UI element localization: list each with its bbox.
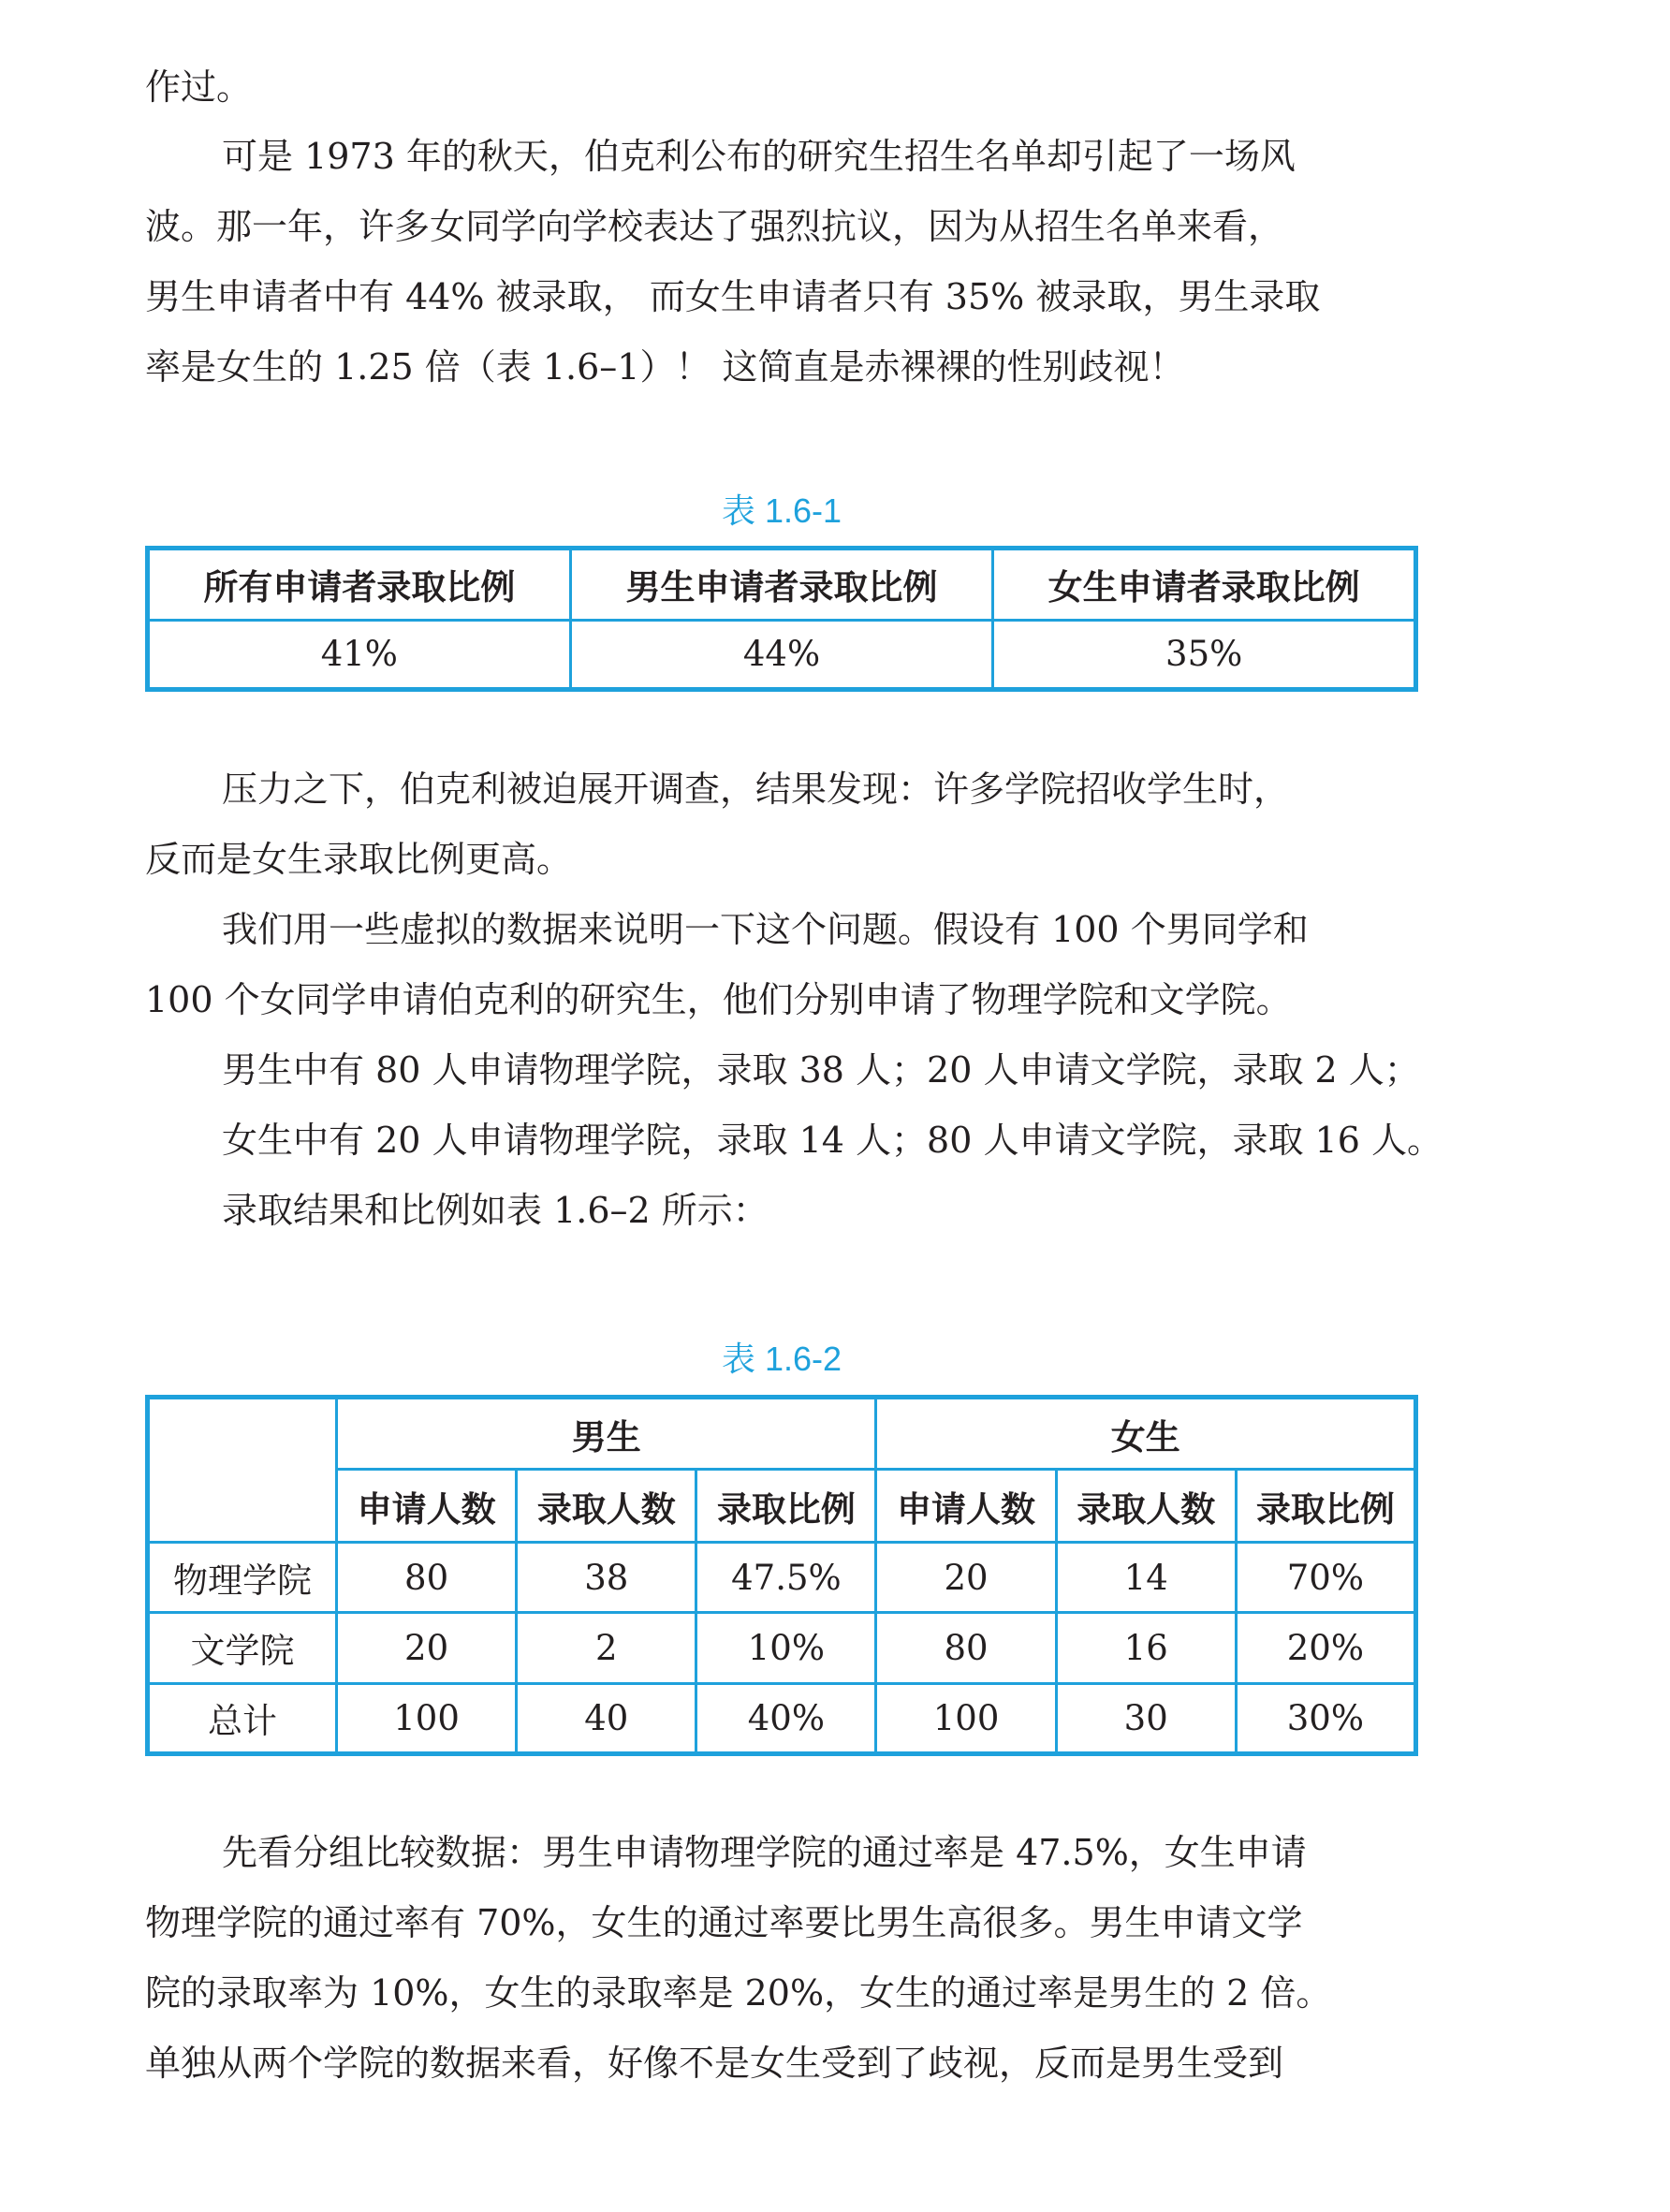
table-cell: 40% [696,1683,876,1753]
table-header-cell: 男生申请者录取比例 [570,549,993,621]
table-cell: 47.5% [696,1542,876,1612]
paragraph-6 [145,1106,1443,1176]
text-line: 先看分组比较数据：男生申请物理学院的通过率是 47.5%，女生申请 [222,1832,1307,1873]
table-cell: 10% [696,1613,876,1683]
table-cell: 20 [876,1542,1056,1612]
table-cell: 20 [337,1613,517,1683]
table-cell: 35% [993,620,1416,690]
paragraph-7 [145,1176,1418,1246]
table-cell: 41% [148,620,571,690]
table-group-header-row [148,1398,1416,1470]
table-header-cell: 女生申请者录取比例 [993,549,1416,621]
table-1 [145,546,1418,692]
table-group-header-female: 女生 [876,1398,1416,1470]
table-cell: 44% [570,620,993,690]
table-cell: 100 [337,1683,517,1753]
text-line: 女生中有 20 人申请物理学院，录取 14 人；80 人申请文学院，录取 16 人。 [222,1120,1443,1161]
table-header-cell: 所有申请者录取比例 [148,549,571,621]
text-line: 录取结果和比例如表 1.6–2 所示： [222,1190,769,1231]
table-sub-header-row [148,1470,1416,1542]
text-line: 单独从两个学院的数据来看，好像不是女生受到了歧视，反而是男生受到 [145,2043,1284,2084]
table-header-cell: 录取比例 [1236,1470,1415,1542]
text-line: 物理学院的通过率有 70%，女生的通过率要比男生高很多。男生申请文学 [145,1902,1303,1943]
table-row [148,1542,1416,1612]
table-row [148,1613,1416,1683]
table-cell: 30 [1056,1683,1236,1753]
row-label: 总计 [148,1683,337,1753]
paragraph-2 [145,122,1418,403]
paragraph-4 [145,895,1418,1035]
table-cell: 40 [517,1683,696,1753]
paragraph-1 [145,52,1418,123]
paragraph-8 [145,1818,1418,2099]
table-cell: 30% [1236,1683,1415,1753]
row-label: 文学院 [148,1613,337,1683]
table-header-cell: 录取比例 [696,1470,876,1542]
table-1-caption: 表 1.6-1 [721,491,842,530]
text-line: 男生中有 80 人申请物理学院，录取 38 人；20 人申请文学院，录取 2 人； [222,1049,1420,1091]
text-line: 作过。 [145,66,253,108]
table-row [148,620,1416,690]
text-line: 院的录取率为 10%，女生的录取率是 20%，女生的通过率是男生的 2 倍。 [145,1972,1332,2014]
table-cell: 70% [1236,1542,1415,1612]
text-line: 反而是女生录取比例更高。 [145,839,573,880]
text-line: 压力之下，伯克利被迫展开调查，结果发现：许多学院招收学生时， [222,769,1290,810]
table-cell: 16 [1056,1613,1236,1683]
table-header-cell: 申请人数 [876,1470,1056,1542]
text-line: 我们用一些虚拟的数据来说明一下这个问题。假设有 100 个男同学和 [222,909,1309,950]
table-header-cell: 申请人数 [337,1470,517,1542]
text-line: 波。那一年，许多女同学向学校表达了强烈抗议，因为从招生名单来看， [145,206,1284,247]
table-group-header-male: 男生 [337,1398,876,1470]
paragraph-3 [145,754,1418,895]
table-header-row [148,549,1416,621]
table-cell: 20% [1236,1613,1415,1683]
table-cell: 100 [876,1683,1056,1753]
table-header-cell: 录取人数 [517,1470,696,1542]
table-row [148,1683,1416,1753]
table-2 [145,1395,1418,1756]
table-cell: 14 [1056,1542,1236,1612]
table-header-cell: 录取人数 [1056,1470,1236,1542]
table-cell: 38 [517,1542,696,1612]
table-cell: 80 [876,1613,1056,1683]
text-line: 率是女生的 1.25 倍（表 1.6–1）！ 这简直是赤裸裸的性别歧视！ [145,346,1185,388]
paragraph-5 [145,1035,1418,1106]
table-cell: 2 [517,1613,696,1683]
table-2-caption: 表 1.6-2 [721,1340,842,1378]
text-line: 100 个女同学申请伯克利的研究生，他们分别申请了物理学院和文学院。 [145,979,1292,1020]
text-line: 男生申请者中有 44% 被录取， 而女生申请者只有 35% 被录取，男生录取 [145,276,1321,317]
table-corner-cell [148,1398,337,1543]
text-line: 可是 1973 年的秋天，伯克利公布的研究生招生名单却引起了一场风 [222,136,1296,177]
table-cell: 80 [337,1542,517,1612]
row-label: 物理学院 [148,1542,337,1612]
